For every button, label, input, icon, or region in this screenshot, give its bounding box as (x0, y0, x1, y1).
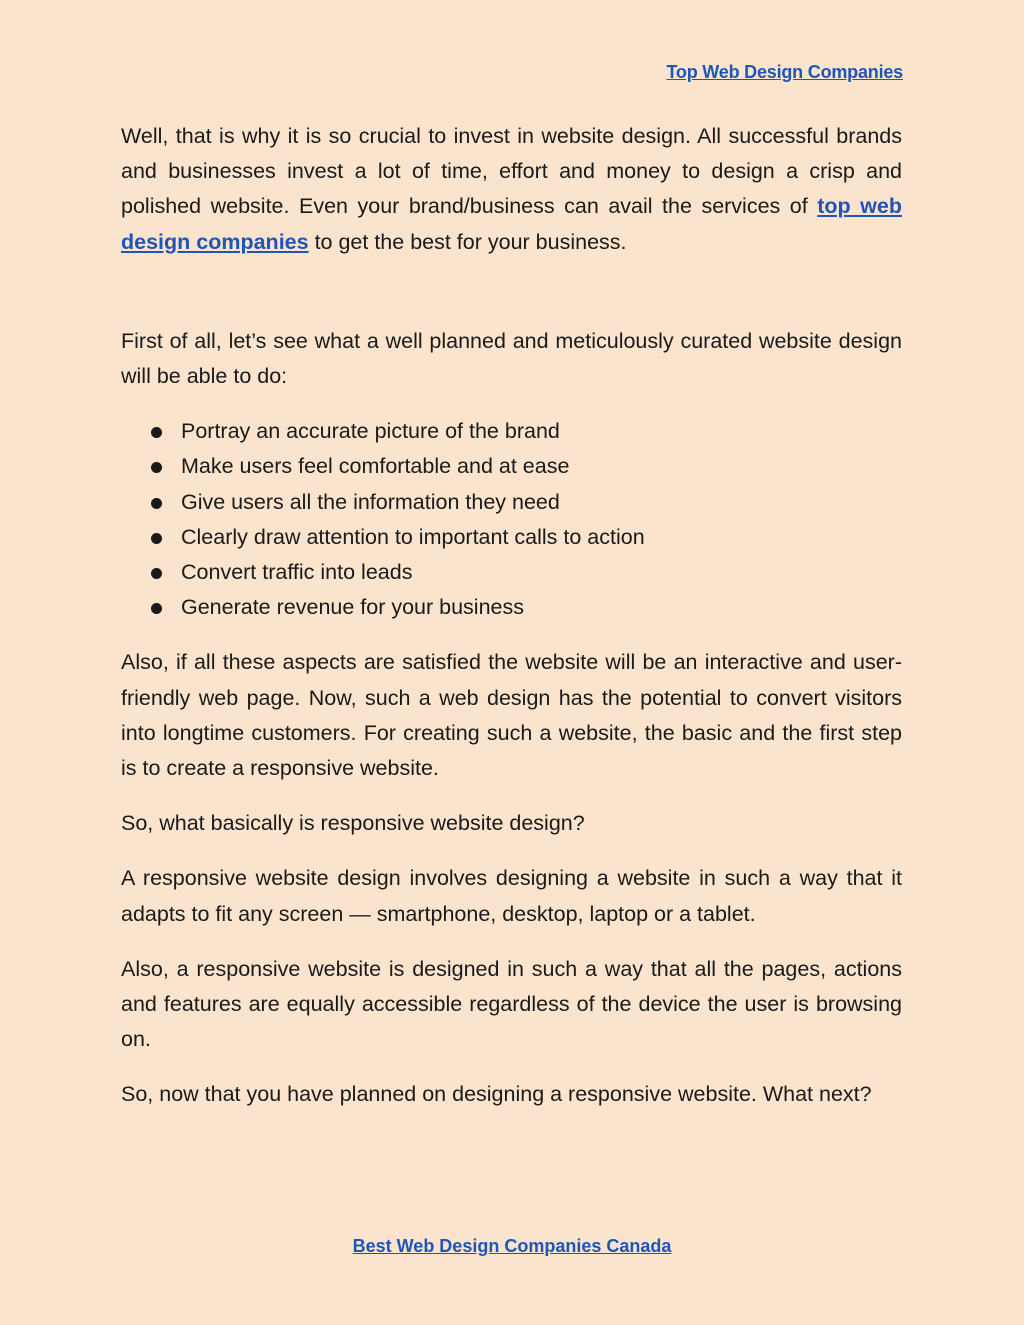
footer (0, 1236, 1024, 1257)
footer-best-web-design-canada-link[interactable]: Best Web Design Companies Canada (352, 1236, 672, 1256)
list-item (121, 449, 902, 484)
benefits-list (121, 414, 902, 625)
bullet-icon (151, 603, 162, 614)
list-item (121, 590, 902, 625)
bullet-icon (151, 533, 162, 544)
bullet-icon (151, 427, 162, 438)
top-web-design-companies-link[interactable]: top web design companies (121, 194, 902, 254)
paragraph-well-planned-design: First of all, let’s see what a well planned and meticulously curated website design will be able to do: (121, 328, 902, 389)
list-item-label: Give users all the information they need (181, 489, 560, 514)
list-item (121, 555, 902, 590)
paragraph-text: Well, that is why it is so crucial to invest in website design. All successful brands and businesses invest a lot of time, effort and money to design a crisp and polished website. Even your brand/business can avail the services of (121, 124, 902, 219)
list-item-label: Portray an accurate picture of the brand (181, 419, 560, 444)
paragraph-invest-website-design (121, 119, 902, 260)
header-top-web-design-link[interactable]: Top Web Design Companies (666, 62, 903, 82)
list-item (121, 520, 902, 555)
list-item (121, 414, 902, 449)
list-item-label: Generate revenue for your business (181, 595, 525, 620)
bullet-icon (151, 462, 162, 473)
paragraph-responsive-definition: A responsive website design involves designing a website in such a way that it adapts to fit any screen — smartphone, desktop, laptop or a tablet. (121, 866, 902, 926)
list-item (121, 485, 902, 520)
paragraph-what-next: So, now that you have planned on designing a responsive website. What next? (121, 1082, 872, 1107)
paragraph-text: to get the best for your business. (308, 229, 627, 254)
paragraph-equally-accessible: Also, a responsive website is designed in such a way that all the pages, actions and features are equally accessible regardless of the device the user is browsing on. (121, 956, 902, 1052)
bullet-icon (151, 568, 162, 579)
bullet-icon (151, 498, 162, 509)
list-item-label: Make users feel comfortable and at ease (181, 454, 570, 479)
document-body (121, 119, 902, 1133)
paragraph-what-is-responsive: So, what basically is responsive website design? (121, 811, 585, 836)
paragraph-interactive-web-page: Also, if all these aspects are satisfied the website will be an interactive and user-friendly web page. Now, such a web design has the potential to convert visitors into longtime customers. For creating such a website, the basic and the first step is to create a responsive website. (121, 650, 902, 781)
list-item-label: Clearly draw attention to important calls to action (181, 524, 645, 549)
list-item-label: Convert traffic into leads (181, 560, 413, 585)
